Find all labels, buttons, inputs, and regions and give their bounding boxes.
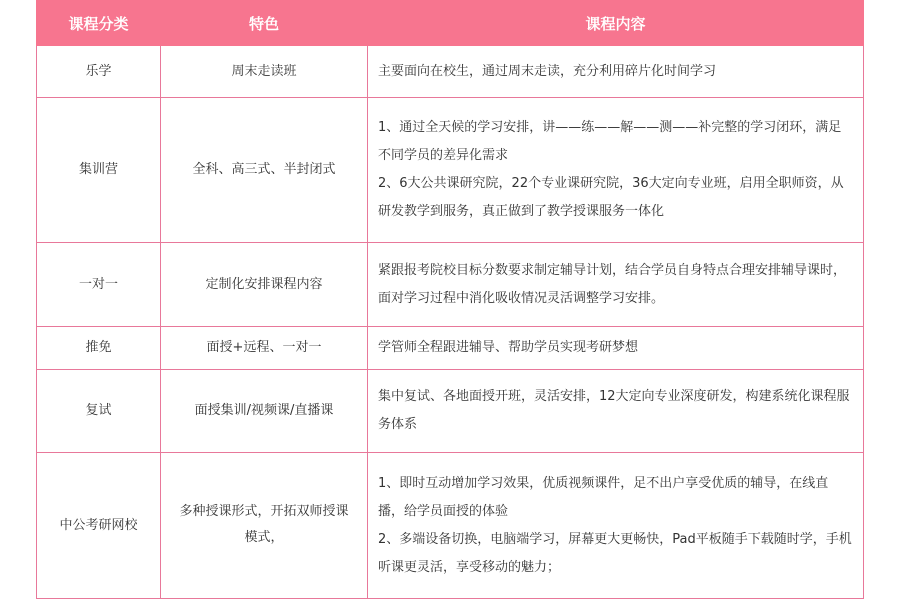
content-paragraph: 2、6大公共课研究院，22个专业课研究院，36大定向专业班，启用全职师资，从研发教学到服务，真正做到了教学授课服务一体化 — [378, 176, 844, 219]
header-content: 课程内容 — [368, 1, 864, 46]
content-cell — [368, 46, 864, 98]
table-row — [37, 453, 864, 599]
content-cell — [368, 98, 864, 243]
category-cell: 集训营 — [37, 98, 161, 243]
table-row — [37, 46, 864, 98]
feature-cell: 定制化安排课程内容 — [161, 243, 368, 327]
table-row — [37, 370, 864, 453]
table-row — [37, 327, 864, 370]
content-paragraph: 2、多端设备切换，电脑端学习，屏幕更大更畅快，Pad平板随手下载随时学，手机听课更灵活，享受移动的魅力； — [378, 531, 852, 575]
feature-cell: 面授集训/视频课/直播课 — [161, 370, 368, 453]
content-paragraph: 1、通过全天候的学习安排，讲——练——解——测——补完整的学习闭环，满足不同学员的差异化需求 — [378, 120, 842, 163]
content-paragraph: 紧跟报考院校目标分数要求制定辅导计划，结合学员自身特点合理安排辅导课时，面对学习过程中消化吸收情况灵活调整学习安排。 — [378, 262, 847, 306]
content-cell — [368, 370, 864, 453]
course-table — [36, 0, 864, 599]
content-paragraph: 集中复试、各地面授开班，灵活安排，12大定向专业深度研发，构建系统化课程服务体系 — [378, 389, 850, 432]
category-cell: 乐学 — [37, 46, 161, 98]
feature-cell: 面授+远程、一对一 — [161, 327, 368, 370]
category-cell: 中公考研网校 — [37, 453, 161, 599]
header-row — [37, 1, 864, 46]
feature-text: 多种授课形式，开拓双师授课模式， — [179, 504, 349, 545]
content-paragraph: 主要面向在校生，通过周末走读，充分利用碎片化时间学习 — [378, 63, 717, 79]
content-cell — [368, 453, 864, 599]
feature-cell: 全科、高三式、半封闭式 — [161, 98, 368, 243]
category-cell: 复试 — [37, 370, 161, 453]
table-row — [37, 243, 864, 327]
header-feature: 特色 — [161, 1, 368, 46]
content-cell — [368, 243, 864, 327]
feature-cell: 周末走读班 — [161, 46, 368, 98]
category-cell: 推免 — [37, 327, 161, 370]
category-cell: 一对一 — [37, 243, 161, 327]
content-paragraph: 1、即时互动增加学习效果，优质视频课件，足不出户享受优质的辅导，在线直播，给学员面授的体验 — [378, 475, 829, 519]
table-row — [37, 98, 864, 243]
header-category: 课程分类 — [37, 1, 161, 46]
feature-cell — [161, 453, 368, 599]
content-cell — [368, 327, 864, 370]
content-paragraph: 学管师全程跟进辅导、帮助学员实现考研梦想 — [378, 340, 639, 355]
